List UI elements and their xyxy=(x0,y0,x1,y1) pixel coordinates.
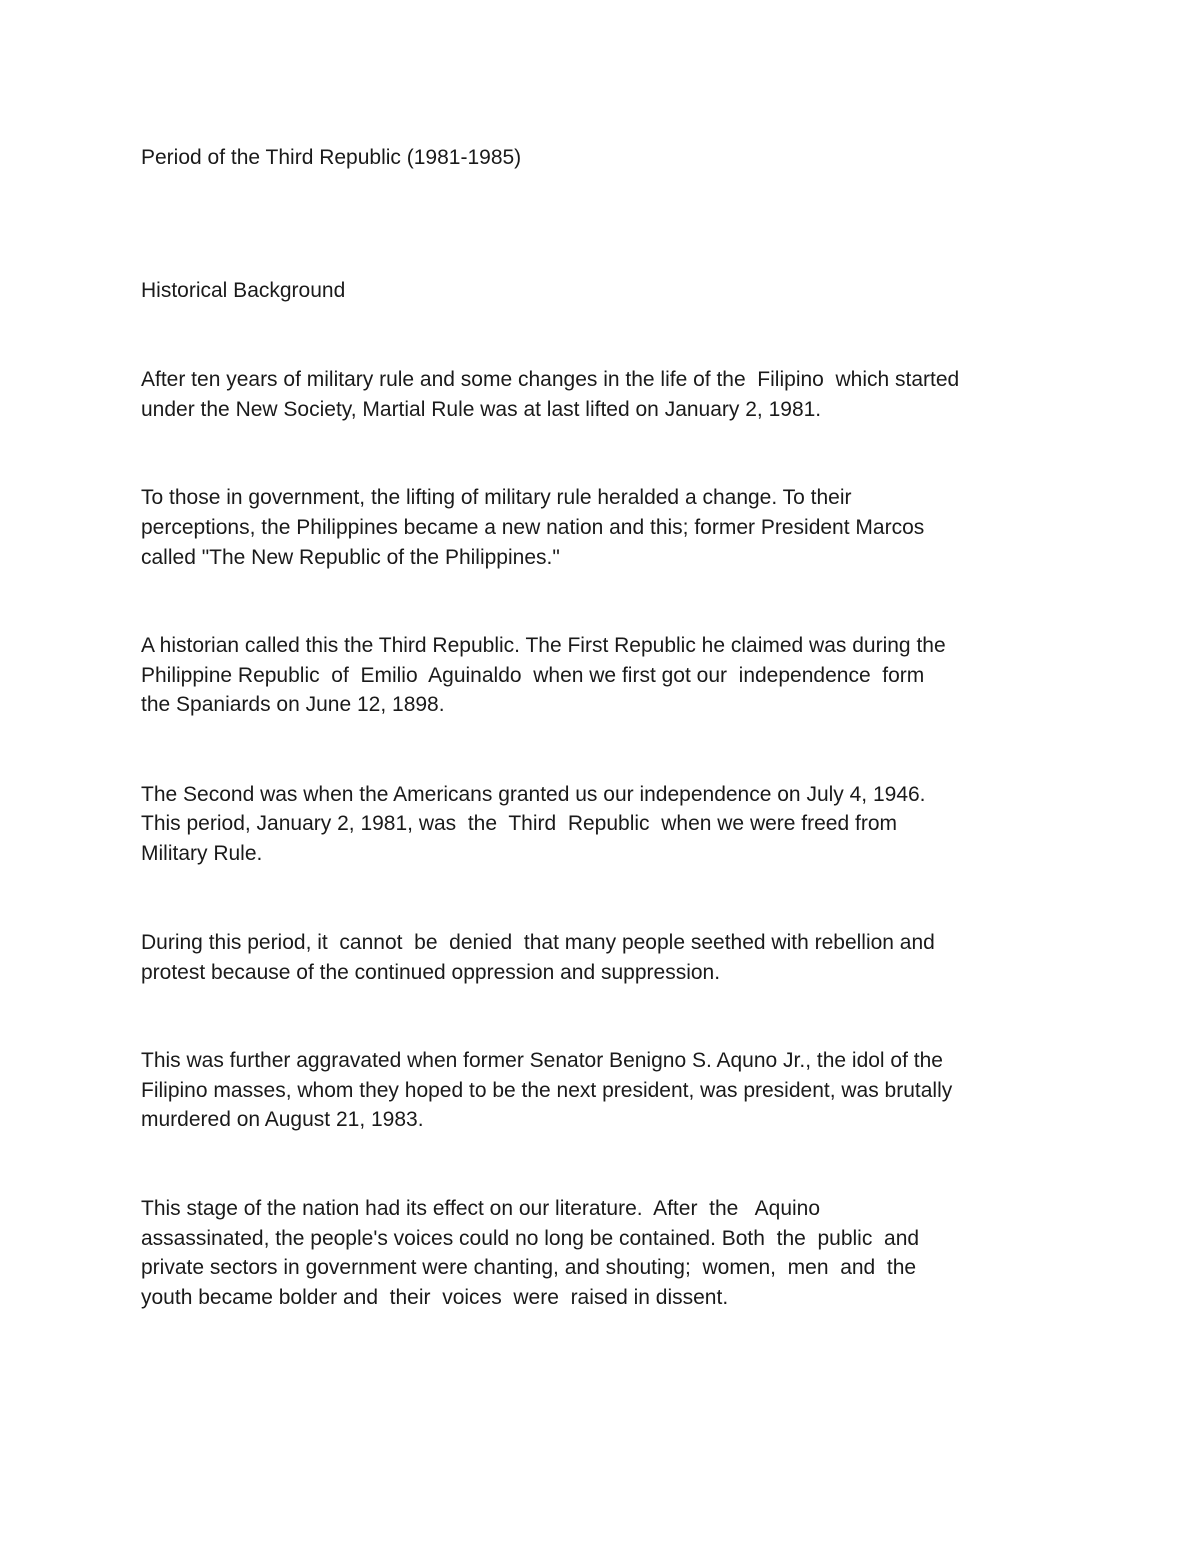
paragraph-line: To those in government, the lifting of military rule heralded a change. To their xyxy=(141,486,852,509)
paragraph-line: youth became bolder and their voices were raised in dissent. xyxy=(141,1286,729,1309)
paragraph-line: Philippine Republic of Emilio Aguinaldo when we first got our independence form xyxy=(141,664,925,687)
document-title: Period of the Third Republic (1981-1985) xyxy=(141,146,522,169)
paragraph-line: called "The New Republic of the Philippines." xyxy=(141,546,560,569)
paragraph-line: private sectors in government were chanting, and shouting; women, men and the xyxy=(141,1256,917,1279)
paragraph-line: perceptions, the Philippines became a new nation and this; former President Marcos xyxy=(141,516,925,539)
paragraph-line: This stage of the nation had its effect on our literature. After the Aquino xyxy=(141,1197,821,1220)
paragraph-line: A historian called this the Third Republic. The First Republic he claimed was during the xyxy=(141,634,946,657)
paragraph-line: under the New Society, Martial Rule was at last lifted on January 2, 1981. xyxy=(141,398,822,421)
paragraph-line: assassinated, the people's voices could no long be contained. Both the public and xyxy=(141,1227,920,1250)
paragraph-line: After ten years of military rule and some changes in the life of the Filipino which started xyxy=(141,368,960,391)
paragraph-line: Military Rule. xyxy=(141,842,263,865)
paragraph-line: protest because of the continued oppression and suppression. xyxy=(141,961,721,984)
paragraph-line: Filipino masses, whom they hoped to be the next president, was president, was brutally xyxy=(141,1079,953,1102)
paragraph-line: This period, January 2, 1981, was the Third Republic when we were freed from xyxy=(141,812,897,835)
section-heading: Historical Background xyxy=(141,279,346,302)
paragraph-line: This was further aggravated when former Senator Benigno S. Aquno Jr., the idol of the xyxy=(141,1049,943,1072)
paragraph-line: murdered on August 21, 1983. xyxy=(141,1108,424,1131)
paragraph-line: The Second was when the Americans granted us our independence on July 4, 1946. xyxy=(141,783,926,806)
paragraph-line: During this period, it cannot be denied that many people seethed with rebellion and xyxy=(141,931,935,954)
paragraph-line: the Spaniards on June 12, 1898. xyxy=(141,693,445,716)
